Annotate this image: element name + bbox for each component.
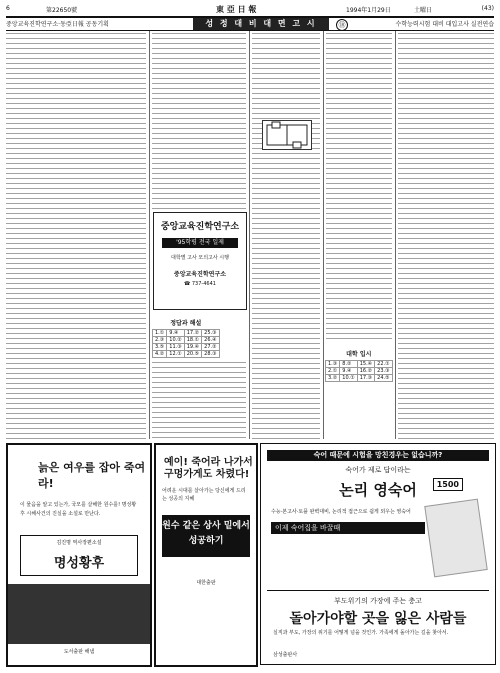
answer-cell: 23.③	[375, 368, 392, 375]
answer-table-title: 정답과 해설	[170, 320, 202, 327]
text-column-4	[326, 31, 392, 341]
answer-cell: 9.④	[167, 330, 184, 337]
publish-date: 1994年1月29日	[346, 7, 391, 14]
novel-publisher: 도서출판 해냄	[63, 649, 95, 655]
answer-cell: 11.③	[167, 344, 184, 351]
answer-cell: 1.③	[326, 361, 340, 368]
section-band	[6, 16, 494, 31]
text-column-1	[6, 31, 146, 439]
second-ad-headline: 돌아가야할 곳을 잃은 사람들	[289, 611, 467, 627]
english-ad-topbar: 숙어 때문에 시험을 망친경우는 없습니까?	[267, 450, 489, 461]
answer-cell: 12.①	[167, 351, 184, 358]
book-cover-image	[424, 499, 487, 578]
text-column-3	[252, 31, 320, 439]
answer-cell: 2.①	[326, 368, 340, 375]
column-divider	[249, 31, 250, 439]
novel-subtitle: 김진명 역사장편소설	[56, 540, 102, 546]
band-left-label: 중앙교육진학연구소·동亞日報 공동기획	[6, 21, 109, 28]
answer-cell: 4.②	[153, 351, 167, 358]
novel-ad-body: 이 물음을 알고 있는가, 국모를 살해한 원수를! 명성황후 시해사건의 진실을 소설로 만난다.	[20, 502, 137, 517]
answer-cell: 24.⑤	[375, 375, 392, 382]
masthead: 東 亞 日 報	[216, 5, 257, 14]
palace-illustration	[8, 584, 150, 644]
english-ad-subtitle: 숙어가 제로 답이라는	[345, 466, 411, 474]
answer-row	[153, 330, 220, 337]
section-title: 성 정 대 비 대 면 고 시	[193, 18, 329, 30]
answer-cell: 9.④	[340, 368, 357, 375]
page-number-right: (43)	[481, 5, 494, 12]
business-ad-publisher: 대한출판	[196, 580, 216, 586]
answer-row	[326, 368, 393, 375]
issue-number: 第22650號	[46, 7, 78, 14]
english-ad-body: 수능·본고사·토플 완벽대비, 논리적 접근으로 쉽게 외우는 영숙어	[271, 509, 411, 515]
answer-cell: 8.②	[340, 361, 357, 368]
ad-phone: ☎ 737-4641	[184, 281, 216, 287]
business-ad-body: 어려운 시대를 살아가는 당신에게 드리는 성공의 지혜	[162, 488, 246, 502]
answer-cell: 15.④	[357, 361, 374, 368]
ad-highlight: '95학평 전국 일제	[162, 238, 238, 248]
column-divider	[149, 31, 150, 439]
answer-cell: 19.④	[184, 344, 201, 351]
answer-cell: 26.④	[202, 337, 219, 344]
answer-cell: 25.③	[202, 330, 219, 337]
text-column-2-lower	[152, 360, 246, 439]
text-column-5	[398, 31, 494, 439]
answer-cell: 27.②	[202, 344, 219, 351]
english-ad-title: 논리 영숙어	[339, 481, 417, 499]
answer-cell: 16.②	[357, 368, 374, 375]
answer-table-b-title: 대학 입시	[346, 351, 372, 358]
novel-title-box	[20, 535, 138, 576]
business-ad-headline: 예이! 죽어라 나가서 구멍가게도 차렸다!	[164, 457, 253, 480]
answer-row	[153, 351, 220, 358]
answer-cell: 2.③	[153, 337, 167, 344]
band-right-label: 수학능력시험 대비 대입고사 실전연습	[395, 21, 494, 28]
answer-cell: 10.②	[167, 337, 184, 344]
novel-title: 명성황후	[53, 556, 105, 571]
english-ad-slogan: 이제 숙어집을 바꿀때	[271, 522, 425, 534]
english-ad-badge: 1500	[433, 478, 463, 491]
column-divider	[323, 31, 324, 439]
answer-row	[153, 337, 220, 344]
novel-ad-headline: 늙은 여우를 잡아 죽여라!	[38, 461, 146, 490]
answer-cell: 17.③	[357, 375, 374, 382]
column-divider	[395, 31, 396, 439]
answer-row	[153, 344, 220, 351]
second-ad-publisher: 삼성출판사	[273, 652, 298, 658]
answer-cell: 3.⑤	[153, 344, 167, 351]
ad-divider	[267, 590, 489, 591]
answer-cell: 20.⑤	[184, 351, 201, 358]
answer-cell: 1.①	[153, 330, 167, 337]
english-book-ad	[260, 443, 496, 665]
text-column-2	[152, 31, 246, 209]
answer-table	[152, 318, 220, 358]
answer-cell: 18.①	[184, 337, 201, 344]
page-number: 6	[6, 5, 10, 12]
answer-table-b	[325, 349, 393, 382]
page-header	[6, 5, 494, 15]
answer-cell: 10.①	[340, 375, 357, 382]
publish-day: 土曜日	[414, 7, 433, 14]
answer-row	[326, 375, 393, 382]
institute-ad	[153, 212, 247, 310]
business-ad-title: 원수 같은 상사 밑에서 성공하기	[162, 515, 250, 557]
second-ad-body: 실직과 부도, 가장의 위기를 어떻게 넘을 것인가. 가족에게 돌아가는 길을 찾아서.	[273, 630, 449, 636]
answer-cell: 22.①	[375, 361, 392, 368]
second-ad-kicker: 부도위기의 가장에 주는 충고	[334, 597, 422, 605]
answer-cell: 17.②	[184, 330, 201, 337]
novel-ad	[6, 443, 152, 667]
section-page-badge: ⑱	[336, 19, 348, 31]
ad-brand: 중앙교육진학연구소	[160, 222, 240, 232]
answer-cell: 28.③	[202, 351, 219, 358]
business-book-ad	[154, 443, 258, 667]
circuit-diagram	[262, 120, 312, 150]
ad-subline: 대학별 고사 모의고사 시행	[171, 255, 229, 261]
answer-cell: 3.②	[326, 375, 340, 382]
answer-row	[326, 361, 393, 368]
ad-brand-bottom: 중앙교육진학연구소	[173, 271, 227, 278]
